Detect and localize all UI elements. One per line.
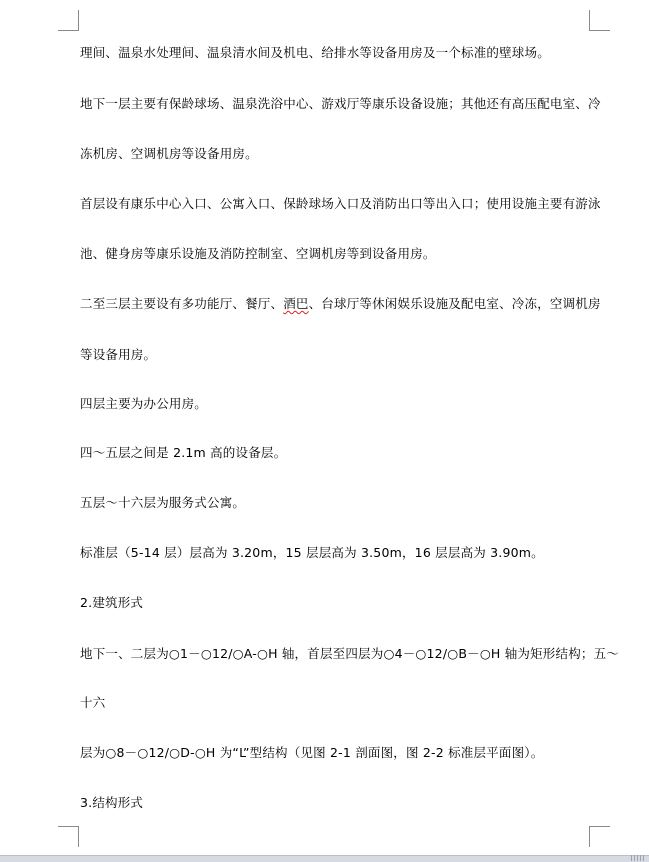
paragraph-line: 冻机房、空调机房等设备用房。	[80, 146, 258, 161]
paragraph-line: 理间、温泉水处理间、温泉清水间及机电、给排水等设备用房及一个标准的壁球场。	[80, 45, 550, 60]
paragraph-line: 首层设有康乐中心入口、公寓入口、保龄球场入口及消防出口等出入口；使用设施主要有游泳	[80, 196, 601, 211]
resize-grip-icon[interactable]	[631, 855, 645, 861]
paragraph-line: 标准层（5-14 层）层高为 3.20m，15 层层高为 3.50m，16 层层高为 3.90m。	[80, 545, 544, 560]
paragraph-line: 等设备用房。	[80, 347, 157, 362]
line-segment: 二至三层主要设有多功能厅、餐厅、	[80, 296, 284, 311]
crop-mark-top-right	[589, 10, 610, 31]
paragraph-line: 地下一层主要有保龄球场、温泉洗浴中心、游戏厅等康乐设备设施；其他还有高压配电室、冷	[80, 96, 601, 111]
section-heading: 2.建筑形式	[80, 595, 144, 610]
crop-mark-bottom-left	[58, 826, 79, 847]
crop-mark-bottom-right	[589, 826, 610, 847]
crop-mark-top-left	[58, 10, 79, 31]
paragraph-line: 地下一、二层为○1－○12/○A-○H 轴，首层至四层为○4－○12/○B－○H 轴为矩形结构；五～	[80, 646, 620, 661]
spellcheck-flagged-word[interactable]: 酒巴	[283, 296, 309, 311]
paragraph-line: 层为○8－○12/○D-○H 为“L”型结构（见图 2-1 剖面图，图 2-2 标准层平面图）。	[80, 745, 544, 760]
paragraph-line: 五层～十六层为服务式公寓。	[80, 495, 246, 510]
section-heading: 3.结构形式	[80, 795, 144, 810]
paragraph-line: 四～五层之间是 2.1m 高的设备层。	[80, 445, 287, 460]
paragraph-line: 池、健身房等康乐设施及消防控制室、空调机房等到设备用房。	[80, 246, 436, 261]
paragraph-line	[80, 296, 601, 312]
line-segment: 、台球厅等休闲娱乐设施及配电室、冷冻，空调机房	[308, 296, 601, 311]
paragraph-line: 十六	[80, 695, 106, 710]
paragraph-line: 四层主要为办公用房。	[80, 396, 208, 411]
